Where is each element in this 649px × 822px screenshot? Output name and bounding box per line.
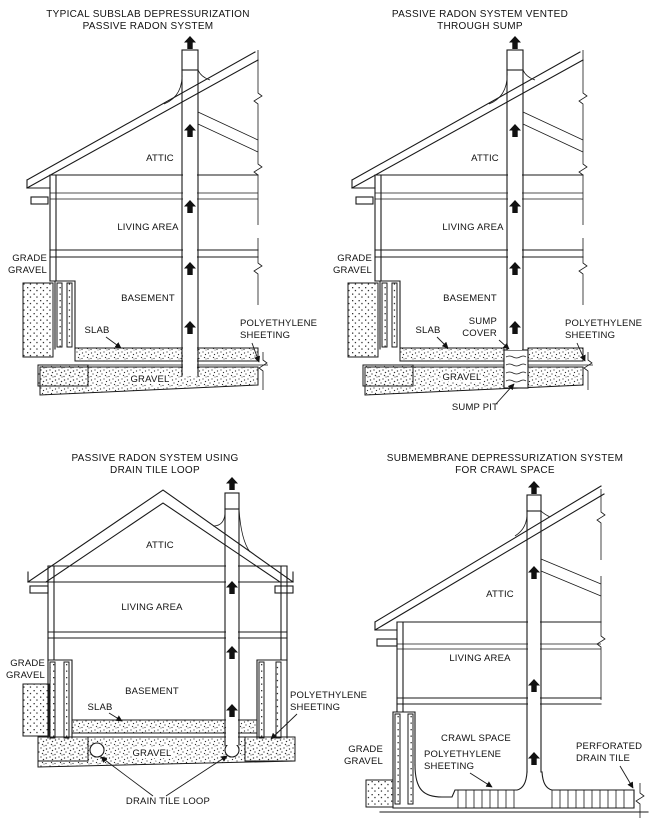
sheeting-label: SHEETING bbox=[290, 702, 341, 713]
break-lines bbox=[597, 489, 644, 818]
footing bbox=[245, 737, 295, 761]
perforated-label: PERFORATED bbox=[576, 741, 643, 752]
attic-label: ATTIC bbox=[486, 589, 514, 600]
panel-drain-tile-loop bbox=[6, 453, 367, 807]
attic-label: ATTIC bbox=[146, 153, 174, 164]
gravel-label: GRAVEL bbox=[132, 748, 172, 759]
up-arrow-icon bbox=[528, 481, 540, 494]
gutter-detail bbox=[356, 197, 373, 204]
sheeting-label: SHEETING bbox=[565, 330, 616, 341]
gutter-detail bbox=[30, 586, 48, 593]
panel3-title-line1: PASSIVE RADON SYSTEM USING bbox=[71, 453, 239, 464]
pipe-base-flares bbox=[517, 772, 552, 790]
slab-layer bbox=[528, 348, 583, 361]
basement-label: BASEMENT bbox=[125, 686, 179, 697]
gutter-detail bbox=[275, 586, 293, 593]
panel-typical-subslab bbox=[8, 9, 317, 395]
grade-label: GRADE bbox=[10, 658, 45, 669]
slab-label: SLAB bbox=[84, 325, 110, 336]
living-area-label: LIVING AREA bbox=[117, 222, 179, 233]
gravel-backfill bbox=[23, 283, 53, 357]
polyethylene-label: POLYETHYLENE bbox=[240, 318, 318, 329]
polyethylene-label: POLYETHYLENE bbox=[290, 690, 368, 701]
sheeting-leader-arrow bbox=[271, 714, 297, 739]
slab-label: SLAB bbox=[87, 702, 113, 713]
polyethylene-label: POLYETHYLENE bbox=[424, 749, 502, 760]
roof bbox=[28, 490, 293, 582]
polyethylene-label: POLYETHYLENE bbox=[565, 318, 643, 329]
grade-label: GRADE bbox=[12, 253, 47, 264]
footing bbox=[38, 365, 88, 386]
sump bbox=[504, 350, 528, 388]
crawl-space-label: CRAWL SPACE bbox=[441, 733, 511, 744]
grade-gravel-label: GRAVEL bbox=[5, 670, 45, 681]
panel1-title-line1: TYPICAL SUBSLAB DEPRESSURIZATION bbox=[46, 9, 250, 20]
sump-pit-label: SUMP PIT bbox=[451, 402, 499, 413]
panel-vented-through-sump bbox=[333, 9, 642, 413]
sheeting-label: SHEETING bbox=[240, 330, 291, 341]
pipe-cap bbox=[225, 493, 239, 509]
drain-tile-loop-label: DRAIN TILE LOOP bbox=[125, 796, 211, 807]
attic-label: ATTIC bbox=[146, 540, 174, 551]
panel4-title-line1: SUBMEMBRANE DEPRESSURIZATION SYSTEM bbox=[386, 453, 624, 464]
slab-leader-arrow bbox=[106, 337, 121, 348]
gravel-label: GRAVEL bbox=[442, 372, 482, 383]
panel-submembrane-crawl-space bbox=[344, 453, 648, 818]
gravel-backfill bbox=[366, 780, 393, 807]
vent-pipe bbox=[515, 495, 552, 790]
basement-label: BASEMENT bbox=[443, 293, 497, 304]
gravel-backfill bbox=[23, 684, 49, 736]
drain-tile-icon bbox=[225, 743, 239, 757]
drain-tile-icon bbox=[90, 743, 104, 757]
panel1-title-line2: PASSIVE RADON SYSTEM bbox=[82, 21, 214, 32]
living-area-label: LIVING AREA bbox=[449, 653, 511, 664]
slab-label: SLAB bbox=[415, 325, 441, 336]
sump-cover-label-line2: COVER bbox=[462, 328, 497, 339]
footing bbox=[38, 737, 88, 761]
sump-cover-label-line1: SUMP bbox=[468, 316, 497, 327]
attic-label: ATTIC bbox=[471, 153, 499, 164]
footing bbox=[363, 365, 413, 386]
slab-layer bbox=[400, 348, 504, 361]
living-area-label: LIVING AREA bbox=[121, 602, 183, 613]
panel3-title-line2: DRAIN TILE LOOP bbox=[110, 465, 200, 476]
rafters bbox=[541, 559, 601, 596]
grade-gravel-label: GRAVEL bbox=[332, 265, 372, 276]
rafters bbox=[198, 112, 258, 152]
roof bbox=[27, 52, 258, 188]
grade-gravel-label: GRAVEL bbox=[7, 265, 47, 276]
roof bbox=[375, 486, 604, 630]
vent-pipe bbox=[489, 50, 535, 350]
house-structure bbox=[23, 566, 295, 767]
roof bbox=[352, 52, 583, 188]
drain-tile-label: DRAIN TILE bbox=[576, 753, 631, 764]
up-arrow-icon bbox=[226, 477, 238, 490]
panel4-title-line2: FOR CRAWL SPACE bbox=[455, 465, 555, 476]
grade-label: GRADE bbox=[348, 744, 383, 755]
slab-leader-arrow bbox=[437, 337, 448, 348]
grade-gravel-label: GRAVEL bbox=[343, 756, 383, 767]
pipe-cap bbox=[507, 50, 523, 70]
sheeting-leader-arrow bbox=[470, 773, 492, 787]
pipe-cap bbox=[527, 495, 541, 511]
gravel-backfill bbox=[348, 283, 378, 357]
rafters bbox=[523, 112, 583, 152]
drain-tile-leader-arrow bbox=[620, 766, 633, 788]
gutter-detail bbox=[377, 639, 397, 646]
gravel-label: GRAVEL bbox=[130, 374, 170, 385]
up-arrow-icon bbox=[509, 36, 521, 49]
basement-label: BASEMENT bbox=[121, 293, 175, 304]
slab-layer bbox=[75, 348, 258, 361]
panel2-title-line1: PASSIVE RADON SYSTEM VENTED bbox=[391, 9, 569, 20]
panel2-title-line2: THROUGH SUMP bbox=[437, 21, 523, 32]
gutter-detail bbox=[31, 197, 48, 204]
pipe-cap bbox=[182, 50, 198, 70]
up-arrow-icon bbox=[184, 36, 196, 49]
living-area-label: LIVING AREA bbox=[442, 222, 504, 233]
drain-tile-hatching bbox=[458, 790, 624, 808]
sheeting-label: SHEETING bbox=[424, 761, 475, 772]
grade-label: GRADE bbox=[337, 253, 372, 264]
